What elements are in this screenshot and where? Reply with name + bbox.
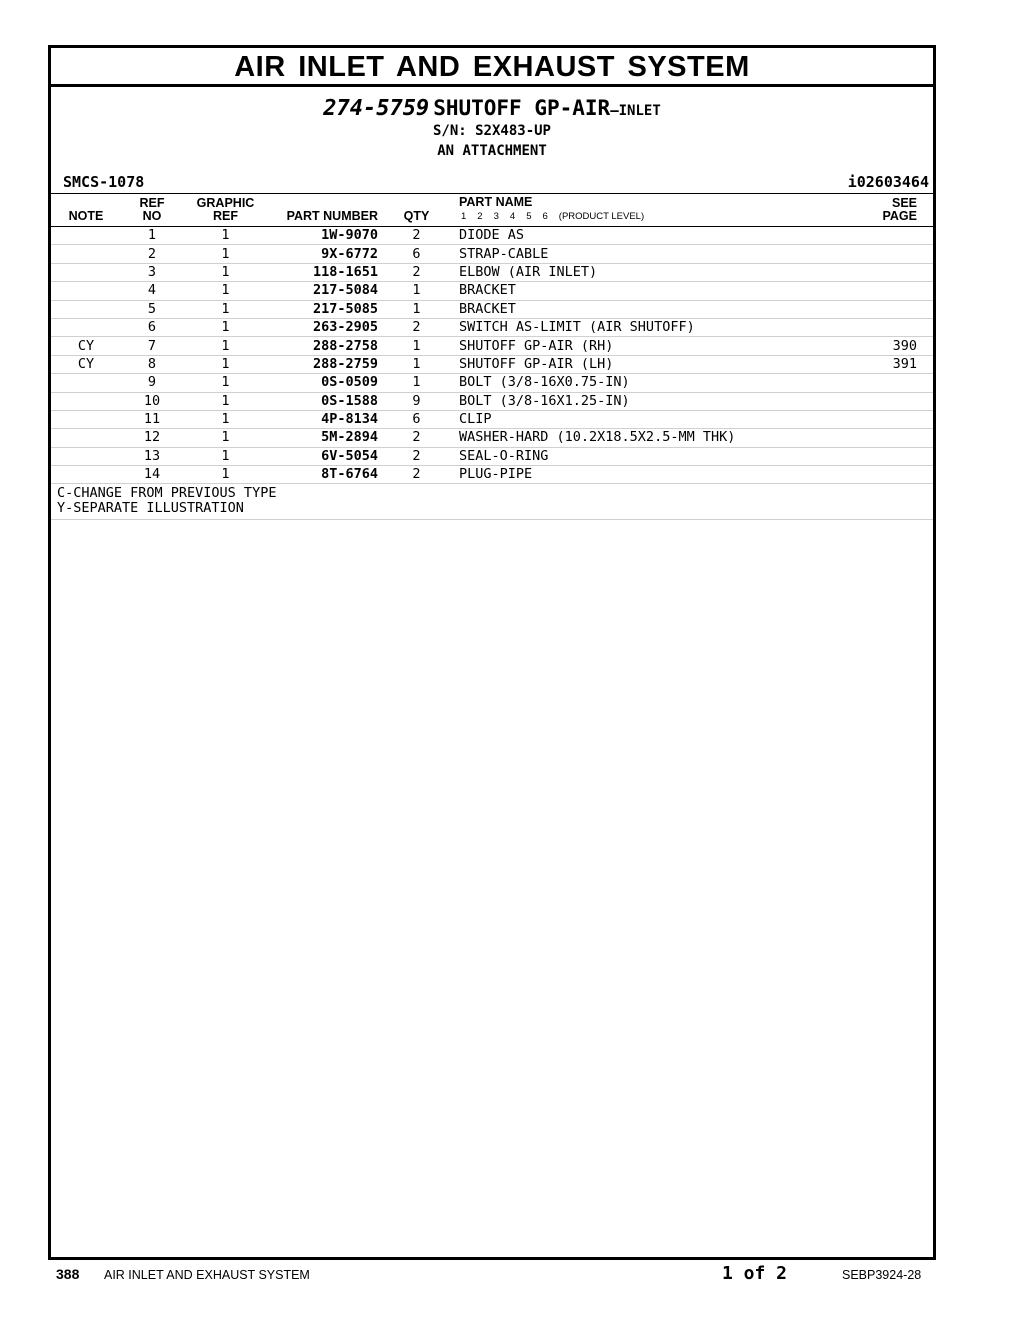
qty-cell: 1 [382, 374, 451, 392]
qty-cell: 1 [382, 355, 451, 373]
table-row [51, 318, 933, 336]
group-heading [51, 95, 933, 121]
part-number-cell: 1W-9070 [268, 227, 382, 245]
note-cell [51, 447, 121, 465]
header-part-number: PART NUMBER [268, 194, 382, 227]
graphic-ref-cell: 1 [183, 245, 268, 263]
table-row [51, 263, 933, 281]
footer-title: AIR INLET AND EXHAUST SYSTEM [104, 1268, 310, 1282]
graphic-ref-cell: 1 [183, 410, 268, 428]
ref-no-cell: 6 [121, 318, 183, 336]
part-number-cell: 5M-2894 [268, 429, 382, 447]
part-name-cell: SWITCH AS-LIMIT (AIR SHUTOFF) [451, 318, 865, 336]
qty-cell: 1 [382, 282, 451, 300]
note-cell [51, 466, 121, 484]
header-part-name: PART NAME 1 2 3 4 5 6 (PRODUCT LEVEL) [451, 194, 865, 227]
part-name-cell: CLIP [451, 410, 865, 428]
note-y: Y-SEPARATE ILLUSTRATION [57, 500, 244, 517]
part-number-cell: 6V-5054 [268, 447, 382, 465]
see-page-cell [865, 447, 933, 465]
document-number: SEBP3924-28 [842, 1268, 922, 1282]
graphic-ref-cell: 1 [183, 429, 268, 447]
ref-no-cell: 9 [121, 374, 183, 392]
note-cell [51, 282, 121, 300]
qty-cell: 6 [382, 245, 451, 263]
smcs-code: SMCS-1078 [63, 173, 145, 191]
note-cell [51, 227, 121, 245]
part-number-cell: 118-1651 [268, 263, 382, 281]
graphic-ref-cell: 1 [183, 447, 268, 465]
note-cell [51, 318, 121, 336]
part-number-cell: 217-5084 [268, 282, 382, 300]
group-suffix: —INLET [610, 103, 661, 119]
part-name-cell: ELBOW (AIR INLET) [451, 263, 865, 281]
qty-cell: 2 [382, 227, 451, 245]
id-row [51, 171, 933, 193]
page-footer [0, 1262, 1020, 1292]
ref-no-cell: 3 [121, 263, 183, 281]
note-cell [51, 392, 121, 410]
note-cell [51, 245, 121, 263]
part-name-cell: SHUTOFF GP-AIR (LH) [451, 355, 865, 373]
see-page-cell [865, 282, 933, 300]
table-row [51, 466, 933, 484]
ref-no-cell: 10 [121, 392, 183, 410]
graphic-ref-cell: 1 [183, 282, 268, 300]
see-page-cell [865, 263, 933, 281]
see-page-cell: 390 [865, 337, 933, 355]
graphic-ref-cell: 1 [183, 355, 268, 373]
ref-no-cell: 5 [121, 300, 183, 318]
note-cell [51, 374, 121, 392]
part-name-cell: PLUG-PIPE [451, 466, 865, 484]
table-header [51, 194, 933, 227]
note-cell [51, 263, 121, 281]
note-c: C-CHANGE FROM PREVIOUS TYPE [57, 485, 277, 502]
ref-no-cell: 13 [121, 447, 183, 465]
table-row [51, 355, 933, 373]
ref-no-cell: 1 [121, 227, 183, 245]
part-name-cell: DIODE AS [451, 227, 865, 245]
table-row [51, 245, 933, 263]
header-ref-no: REF NO [121, 194, 183, 227]
see-page-cell [865, 318, 933, 336]
qty-cell: 9 [382, 392, 451, 410]
part-name-cell: BRACKET [451, 300, 865, 318]
sheet-indicator: 1 of 2 [722, 1263, 788, 1284]
note-cell [51, 300, 121, 318]
qty-cell: 6 [382, 410, 451, 428]
qty-cell: 1 [382, 300, 451, 318]
table-row [51, 447, 933, 465]
note-cell: CY [51, 355, 121, 373]
part-number-cell: 288-2759 [268, 355, 382, 373]
header-see-page: SEE PAGE [865, 194, 933, 227]
qty-cell: 2 [382, 466, 451, 484]
parts-table [51, 193, 933, 484]
graphic-ref-cell: 1 [183, 466, 268, 484]
see-page-cell [865, 245, 933, 263]
note-cell [51, 429, 121, 447]
serial-number: S/N: S2X483-UP [432, 123, 551, 139]
graphic-ref-cell: 1 [183, 263, 268, 281]
ref-no-cell: 14 [121, 466, 183, 484]
table-row [51, 300, 933, 318]
table-row [51, 337, 933, 355]
part-name-cell: SEAL-O-RING [451, 447, 865, 465]
part-number-cell: 288-2758 [268, 337, 382, 355]
product-levels: 1 2 3 4 5 6 (PRODUCT LEVEL) [461, 211, 645, 222]
part-name-cell: STRAP-CABLE [451, 245, 865, 263]
table-row [51, 429, 933, 447]
ref-no-cell: 12 [121, 429, 183, 447]
group-number: 274-5759 [323, 96, 430, 121]
qty-cell: 2 [382, 447, 451, 465]
table-row [51, 374, 933, 392]
note-cell [51, 410, 121, 428]
see-page-cell [865, 429, 933, 447]
page-frame [48, 45, 936, 1260]
part-name-cell: BRACKET [451, 282, 865, 300]
note-cell: CY [51, 337, 121, 355]
ref-no-cell: 8 [121, 355, 183, 373]
ref-no-cell: 2 [121, 245, 183, 263]
section-title: AIR INLET AND EXHAUST SYSTEM [51, 48, 933, 87]
part-number-cell: 217-5085 [268, 300, 382, 318]
part-name-cell: WASHER-HARD (10.2X18.5X2.5-MM THK) [451, 429, 865, 447]
header-note: NOTE [51, 194, 121, 227]
part-number-cell: 0S-0509 [268, 374, 382, 392]
qty-cell: 2 [382, 318, 451, 336]
ref-no-cell: 7 [121, 337, 183, 355]
see-page-cell [865, 300, 933, 318]
header-qty: QTY [382, 194, 451, 227]
graphic-ref-cell: 1 [183, 318, 268, 336]
header-graphic-ref: GRAPHIC REF [183, 194, 268, 227]
group-name: SHUTOFF GP-AIR [433, 96, 611, 120]
see-page-cell [865, 374, 933, 392]
part-name-cell: BOLT (3/8-16X0.75-IN) [451, 374, 865, 392]
table-row [51, 227, 933, 245]
ref-no-cell: 11 [121, 410, 183, 428]
page-number: 388 [56, 1266, 80, 1282]
part-number-cell: 0S-1588 [268, 392, 382, 410]
part-number-cell: 263-2905 [268, 318, 382, 336]
table-row [51, 410, 933, 428]
see-page-cell: 391 [865, 355, 933, 373]
see-page-cell [865, 410, 933, 428]
table-row [51, 392, 933, 410]
part-name-cell: BOLT (3/8-16X1.25-IN) [451, 392, 865, 410]
graphic-ref-cell: 1 [183, 227, 268, 245]
graphic-ref-cell: 1 [183, 300, 268, 318]
qty-cell: 2 [382, 429, 451, 447]
qty-cell: 1 [382, 337, 451, 355]
part-number-cell: 8T-6764 [268, 466, 382, 484]
part-number-cell: 9X-6772 [268, 245, 382, 263]
ref-no-cell: 4 [121, 282, 183, 300]
attachment-label: AN ATTACHMENT [437, 143, 547, 159]
graphic-ref-cell: 1 [183, 374, 268, 392]
see-page-cell [865, 466, 933, 484]
illustration-id: i02603464 [847, 173, 929, 191]
part-number-cell: 4P-8134 [268, 410, 382, 428]
qty-cell: 2 [382, 263, 451, 281]
table-row [51, 282, 933, 300]
notes-legend [51, 484, 933, 520]
graphic-ref-cell: 1 [183, 392, 268, 410]
graphic-ref-cell: 1 [183, 337, 268, 355]
part-name-cell: SHUTOFF GP-AIR (RH) [451, 337, 865, 355]
see-page-cell [865, 392, 933, 410]
see-page-cell [865, 227, 933, 245]
